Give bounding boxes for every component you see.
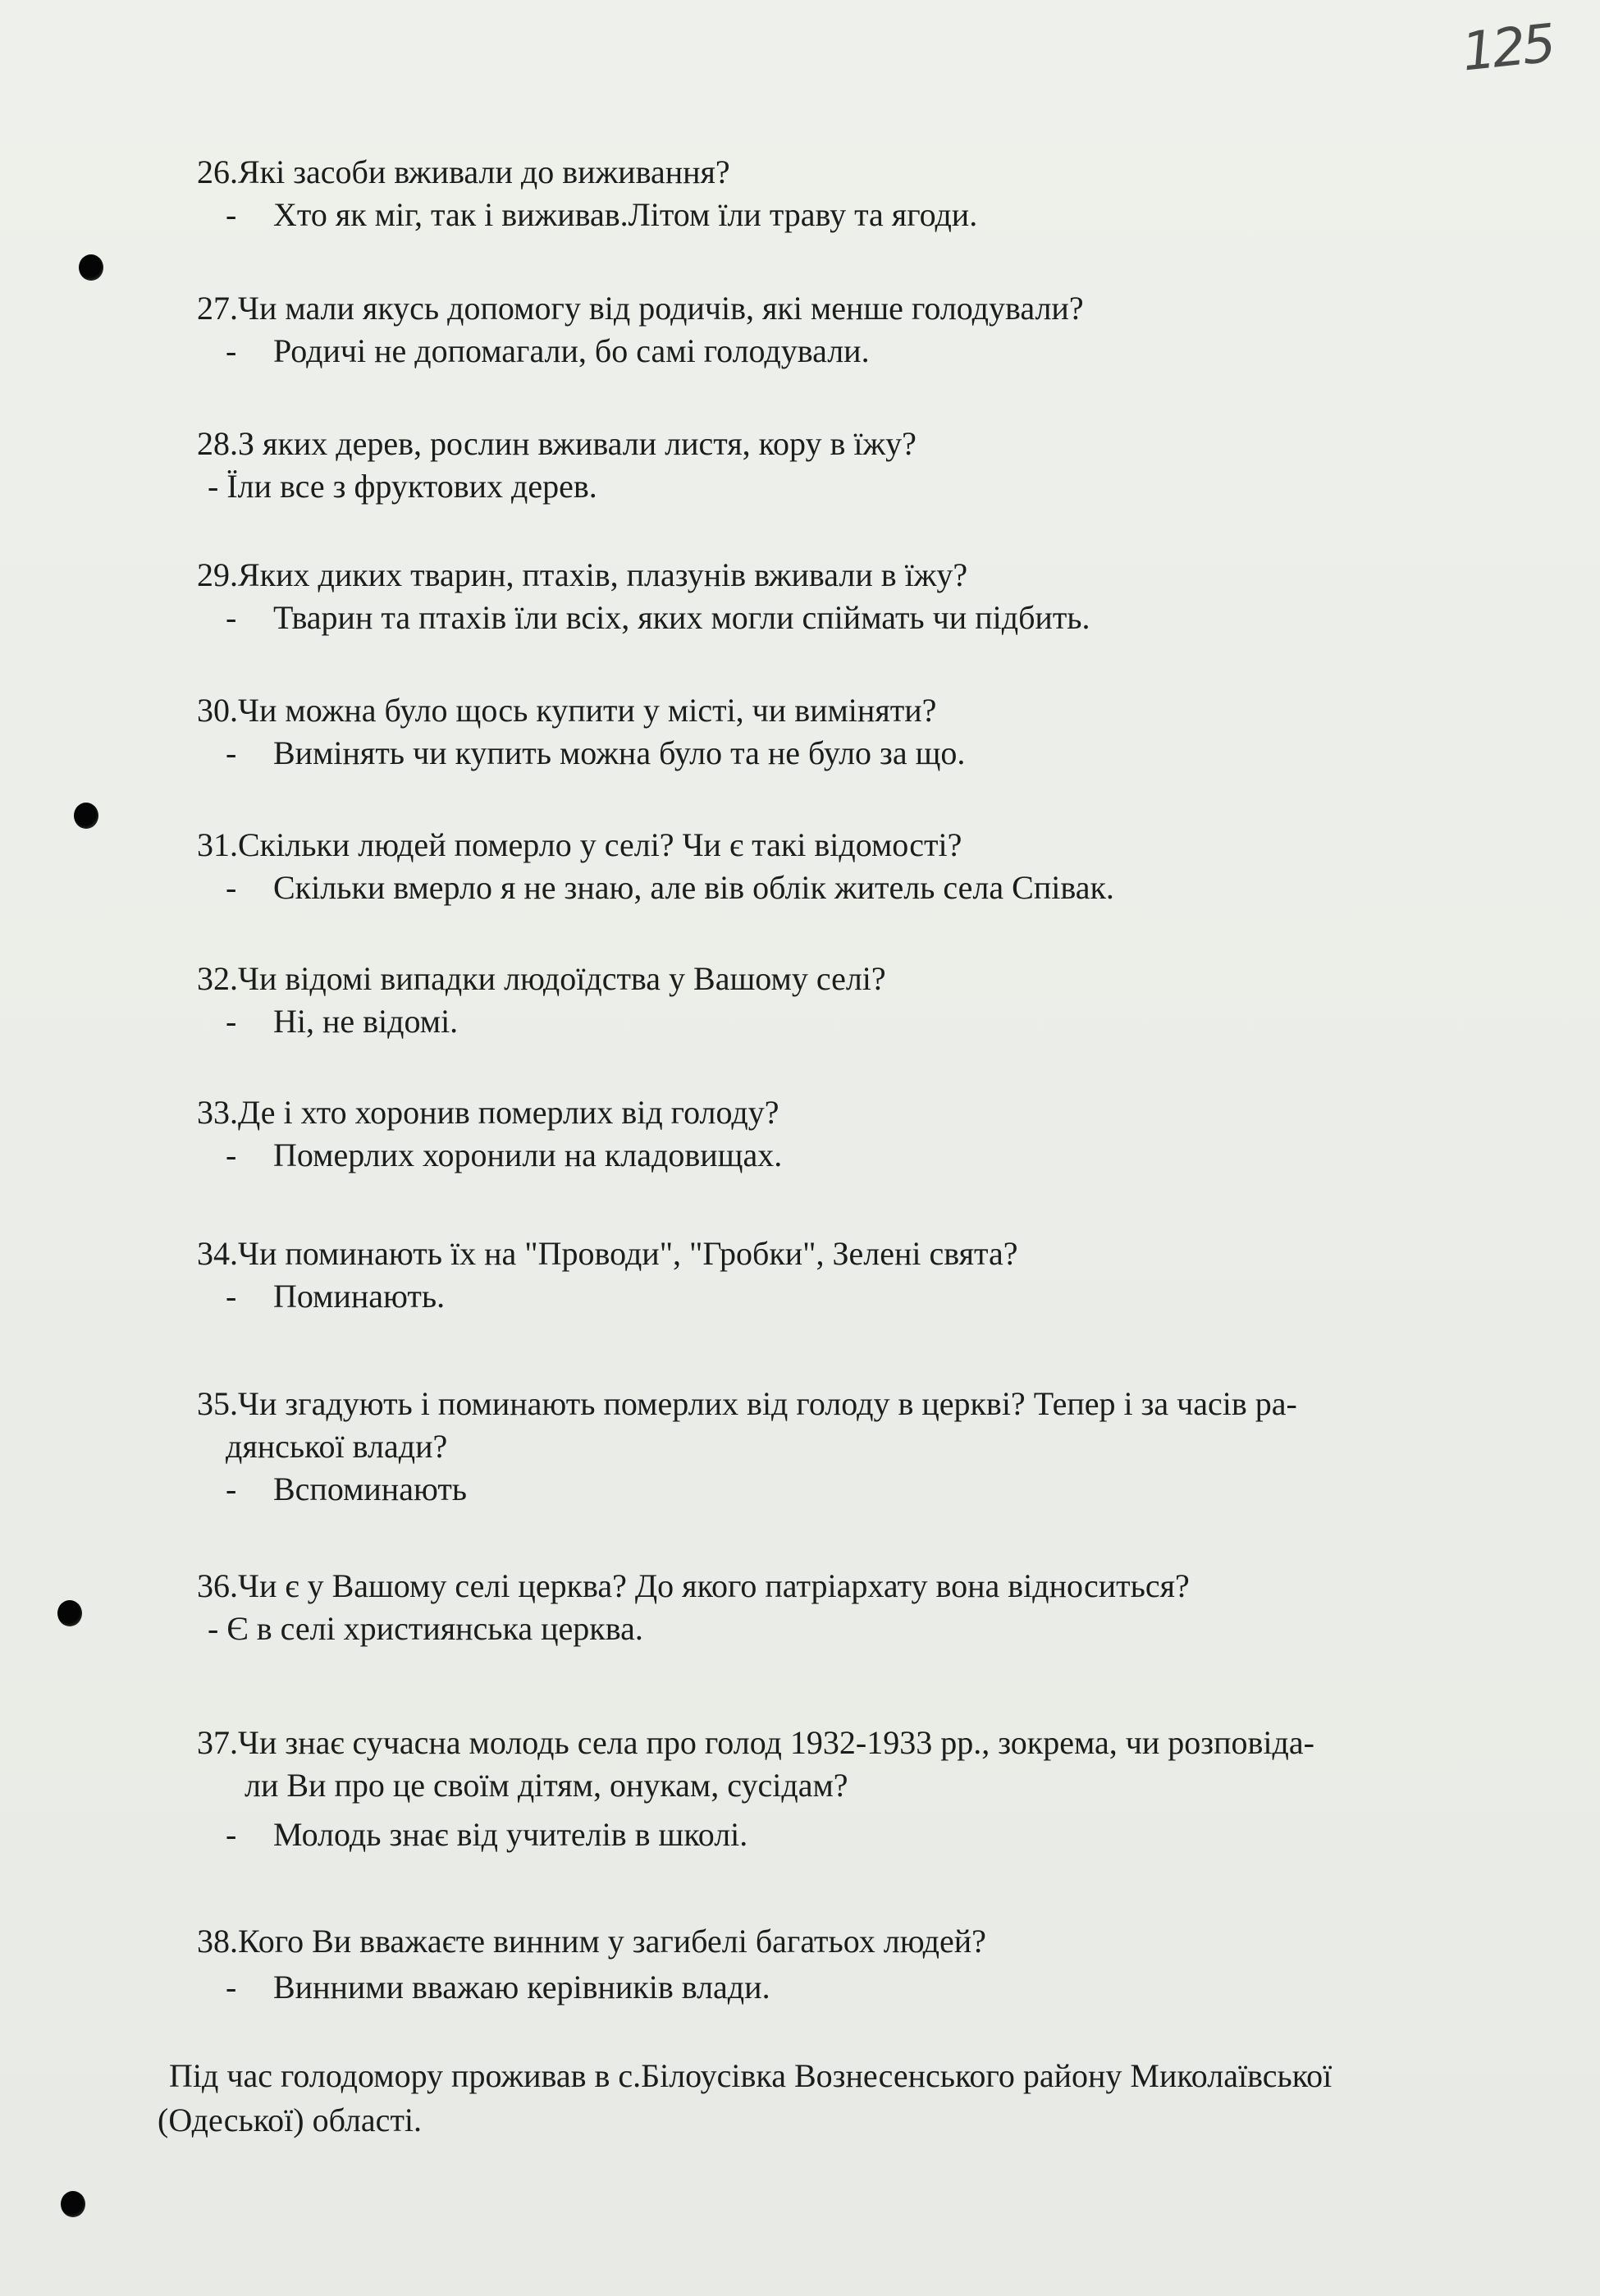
question-text-continued: ли Ви про це своїм дітям, онукам, сусідам? [245,1767,848,1804]
answer-value: Поминають. [273,1278,446,1315]
answer-dash: - [226,332,237,369]
question-text-continued: дянської влади? [226,1428,448,1465]
answer-value: Молодь знає від учителів в школі. [273,1816,748,1853]
answer-text [197,1134,782,1177]
answer-value: Вимінять чи купить можна було та не було за що. [273,734,966,771]
answer-dash: - [226,869,237,906]
answer-value: Вспоминають [273,1470,468,1507]
question-text: 34.Чи поминають їх на "Проводи", "Гробки", Зелені свята? [197,1235,1018,1272]
question-text: 27.Чи мали якусь допомогу від родичів, які менше голодували? [197,290,1084,327]
footer-note [158,2054,1528,2143]
answer-text [197,867,1114,909]
answer-text: - Їли все з фруктових дерев. [208,468,597,505]
answer-value: Тварин та птахів їли всіх, яких могли спіймать чи підбить. [273,599,1090,636]
question-block-26 [197,151,977,236]
question-block-29 [197,554,1090,639]
question-block-36 [197,1565,1190,1650]
answer-text [197,1468,1297,1511]
question-text: 30.Чи можна було щось купити у місті, чи виміняти? [197,692,937,729]
answer-text [197,1275,1018,1318]
answer-value: Хто як міг, так і виживав.Літом їли траву та ягоди. [273,196,978,233]
question-block-28 [197,423,917,508]
question-text: 26.Які засоби вживали до виживання? [197,153,730,190]
answer-value: Винними вважаю керівників влади. [273,1969,770,2006]
answer-text [197,330,1084,373]
answer-dash: - [226,599,237,636]
page-number: 125 [1459,13,1556,84]
answer-value: Скільки вмерло я не знаю, але вів облік житель села Співак. [273,869,1114,906]
answer-text: - Є в селі християнська церква. [208,1610,643,1647]
punch-hole [61,2191,85,2217]
answer-text [197,194,977,236]
question-block-38 [197,1920,986,2009]
question-block-27 [197,287,1084,373]
answer-value: Родичі не допомагали, бо самі голодували. [273,332,870,369]
punch-hole [79,254,103,281]
question-text: 38.Кого Ви вважаєте винним у загибелі багатьох людей? [197,1923,986,1960]
question-text: 35.Чи згадують і поминають померлих від голоду в церкві? Тепер і за часів ра- [197,1385,1297,1422]
question-block-37 [197,1722,1314,1856]
answer-dash: - [226,1137,237,1173]
question-text: 29.Яких диких тварин, птахів, плазунів вживали в їжу? [197,556,968,593]
question-text: 28.З яких дерев, рослин вживали листя, кору в їжу? [197,425,917,462]
footer-line-2: (Одеської) області. [158,2102,423,2138]
answer-dash: - [226,1003,237,1040]
question-text: 33.Де і хто хоронив померлих від голоду? [197,1094,779,1131]
punch-hole [57,1600,82,1626]
question-block-35 [197,1383,1297,1511]
answer-dash: - [226,1470,237,1507]
punch-hole [74,803,98,829]
question-text: 37.Чи знає сучасна молодь села про голод 1932-1933 рр., зокрема, чи розповіда- [197,1724,1314,1761]
question-block-32 [197,958,886,1043]
answer-text [197,1000,886,1043]
question-block-30 [197,689,965,775]
answer-text [197,1813,1314,1856]
answer-text [197,732,965,775]
footer-line-1: Під час голодомору проживав в с.Білоусівка Вознесенського району Миколаївської [169,2057,1333,2094]
question-text: 32.Чи відомі випадки людоїдства у Вашому селі? [197,960,886,997]
answer-text [197,597,1090,639]
question-text: 36.Чи є у Вашому селі церква? До якого патріархату вона відноситься? [197,1567,1190,1604]
answer-dash: - [226,1816,237,1853]
answer-dash: - [226,1278,237,1315]
question-block-33 [197,1091,782,1177]
answer-dash: - [226,1969,237,2006]
answer-dash: - [226,196,237,233]
answer-value: Ні, не відомі. [273,1003,459,1040]
answer-text [197,1966,986,2009]
question-text: 31.Скільки людей померло у селі? Чи є такі відомості? [197,826,962,863]
question-block-34 [197,1233,1018,1318]
answer-value: Померлих хоронили на кладовищах. [273,1137,783,1173]
question-block-31 [197,824,1114,909]
answer-dash: - [226,734,237,771]
